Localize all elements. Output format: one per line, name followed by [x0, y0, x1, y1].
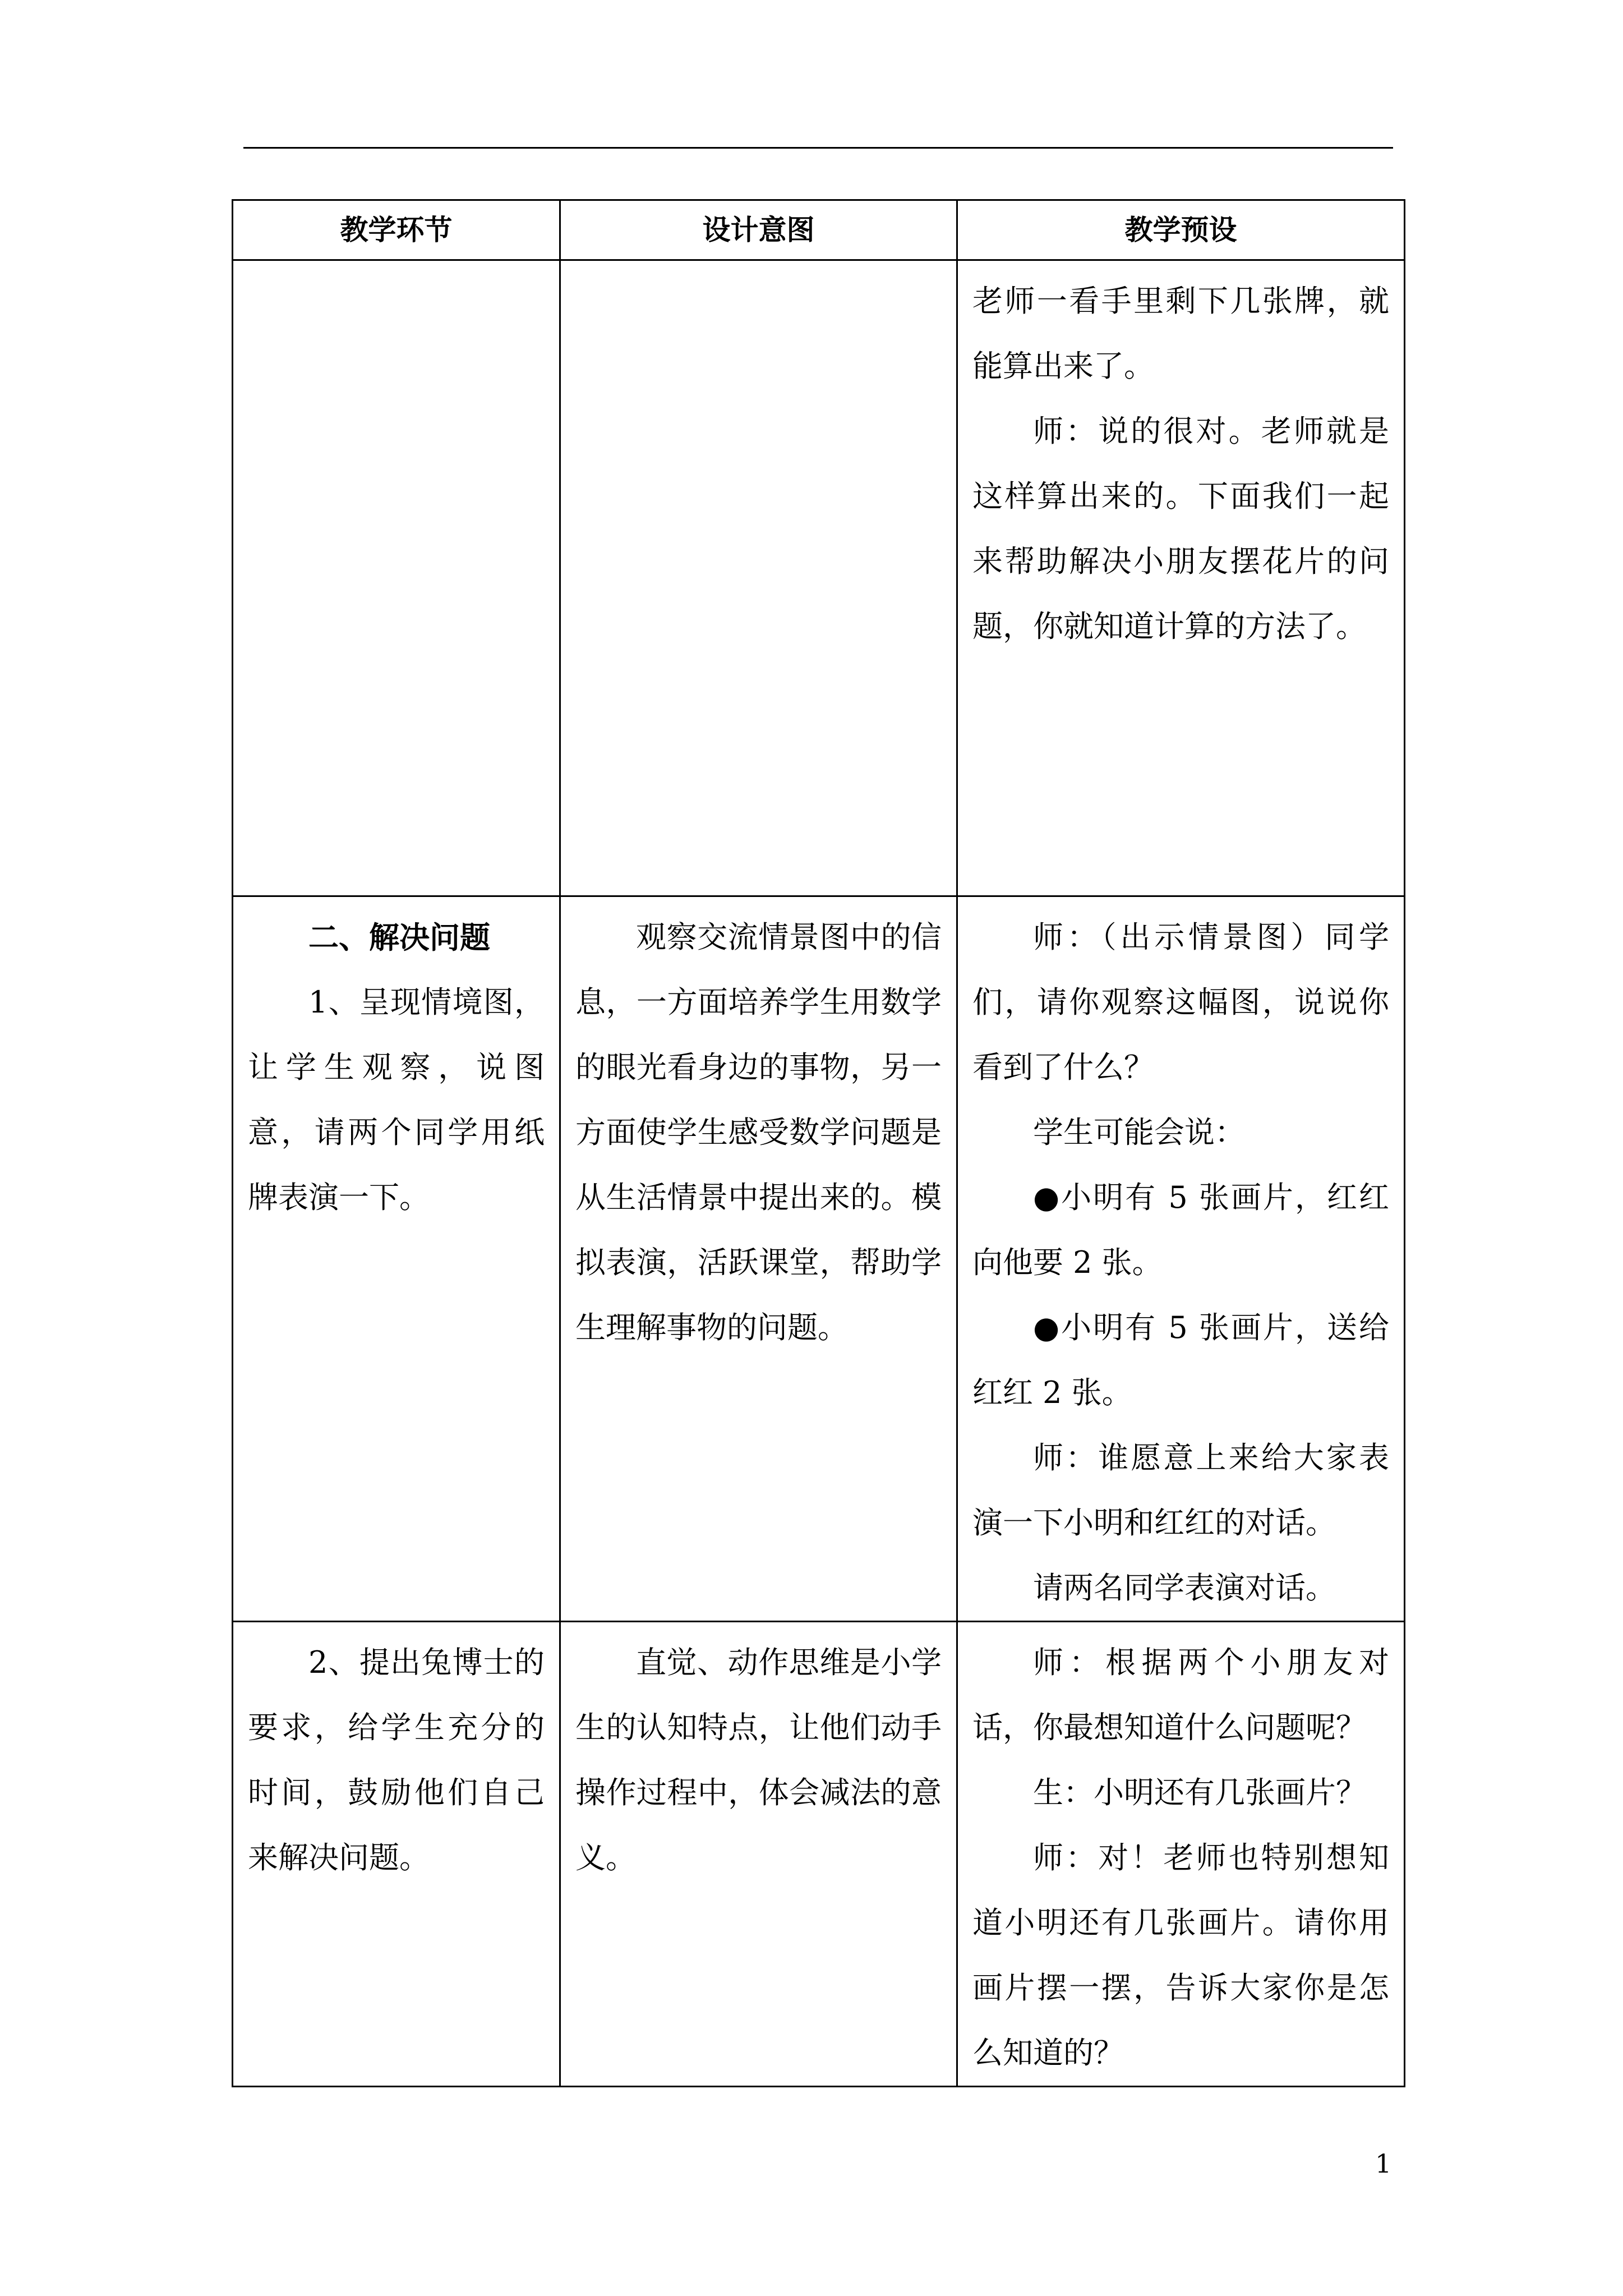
cell-intent [560, 260, 957, 896]
paragraph: 学生可能会说： [1033, 1115, 1245, 1150]
paragraph: 师：根据两个小朋友对话，你最想知道什么问题呢？ [972, 1645, 1389, 1745]
paragraph: 1、呈现情境图，让学生观察，说图意，请两个同学用纸牌表演一下。 [248, 984, 545, 1215]
lesson-plan-table [232, 199, 1405, 2087]
page-number: 1 [1375, 2148, 1392, 2179]
header-preset: 教学预设 [957, 200, 1405, 260]
cell-preset [957, 260, 1405, 896]
paragraph: 师：（出示情景图）同学们，请你观察这幅图，说说你看到了什么？ [972, 919, 1389, 1085]
paragraph: 生：小明还有几张画片？ [1033, 1775, 1366, 1810]
table-row [233, 260, 1405, 896]
paragraph: 老师一看手里剩下几张牌，就能算出来了。 [972, 283, 1389, 384]
paragraph: 师：对！老师也特别想知道小明还有几张画片。请你用画片摆一摆，告诉大家你是怎么知道的？ [972, 1840, 1389, 2070]
paragraph: 观察交流情景图中的信息，一方面培养学生用数学的眼光看身边的事物，另一方面使学生感受数学问题是从生活情景中提出来的。模拟表演，活跃课堂，帮助学生理解事物的问题。 [575, 919, 942, 1345]
cell-stage [233, 1622, 560, 2087]
cell-preset [957, 896, 1405, 1622]
table-row [233, 896, 1405, 1622]
cell-intent [560, 896, 957, 1622]
header-stage: 教学环节 [233, 200, 560, 260]
paragraph: 二、解决问题 [308, 919, 490, 955]
paragraph: ●小明有 5 张画片，送给红红 2 张。 [972, 1310, 1389, 1410]
cell-preset [957, 1622, 1405, 2087]
paragraph: 2、提出兔博士的要求，给学生充分的时间，鼓励他们自己来解决问题。 [248, 1645, 545, 1875]
cell-stage [233, 896, 560, 1622]
paragraph: 师：说的很对。老师就是这样算出来的。下面我们一起来帮助解决小朋友摆花片的问题，你就知道计算的方法了。 [972, 413, 1389, 644]
cell-stage [233, 260, 560, 896]
header-rule [243, 147, 1393, 149]
table-row [233, 1622, 1405, 2087]
paragraph: 直觉、动作思维是小学生的认知特点，让他们动手操作过程中，体会减法的意义。 [575, 1645, 942, 1875]
cell-intent [560, 1622, 957, 2087]
paragraph: 师：谁愿意上来给大家表演一下小明和红红的对话。 [972, 1440, 1389, 1540]
table-header-row [233, 200, 1405, 260]
paragraph: ●小明有 5 张画片，红红向他要 2 张。 [972, 1180, 1389, 1280]
header-intent: 设计意图 [560, 200, 957, 260]
paragraph: 请两名同学表演对话。 [1033, 1570, 1336, 1605]
